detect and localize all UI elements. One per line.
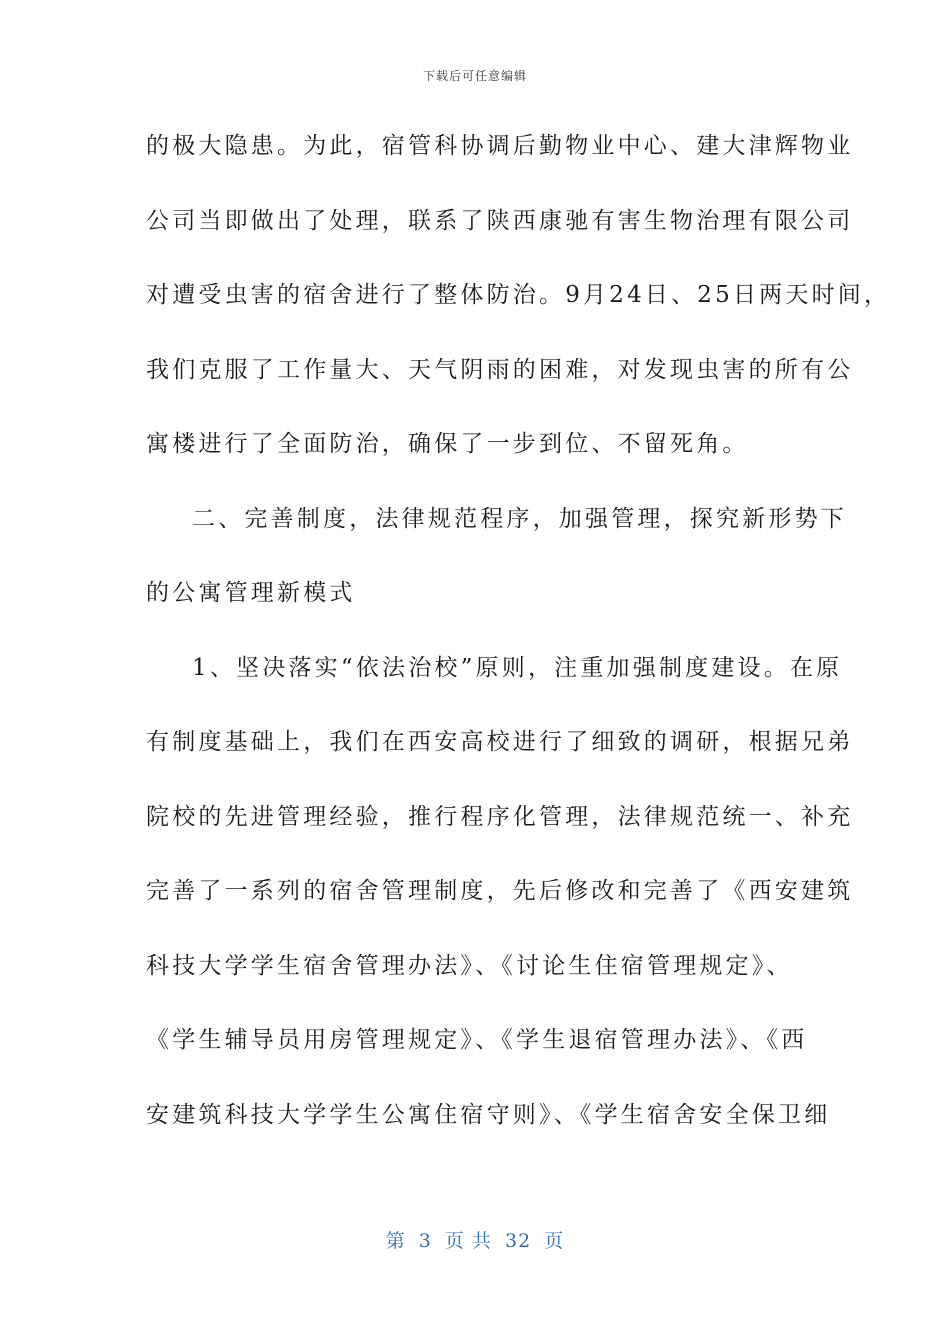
document-body — [146, 120, 891, 1163]
page-number-footer — [0, 1226, 950, 1253]
body-line: 的极大隐患。为此，宿管科协调后勤物业中心、建大津辉物业 — [146, 133, 854, 159]
section-heading-line: 的公寓管理新模式 — [146, 580, 356, 606]
current-page-number: 3 — [418, 1230, 432, 1252]
body-line: 1、坚决落实“依法治校”原则，注重加强制度建设。在原 — [192, 654, 843, 681]
body-line: 我们克服了工作量大、天气阴雨的困难，对发现虫害的所有公 — [146, 356, 854, 383]
page-header-note: 下载后可任意编辑 — [422, 69, 527, 83]
body-line: 院校的先进管理经验，推行程序化管理，法律规范统一、补充 — [146, 803, 854, 830]
body-line: 《学生辅导员用房管理规定》、《学生退宿管理办法》、《西 — [146, 1027, 808, 1053]
section-heading-line: 二、完善制度，法律规范程序，加强管理，探究新形势下 — [192, 505, 847, 532]
footer-prefix: 第 — [385, 1230, 406, 1252]
total-page-count: 32 — [505, 1230, 532, 1252]
body-line: 公司当即做出了处理，联系了陕西康驰有害生物治理有限公司 — [146, 207, 854, 234]
footer-middle: 页 共 — [444, 1230, 492, 1252]
body-line: 对遭受虫害的宿舍进行了整体防治。9月24日、25日两天时间， — [146, 282, 891, 308]
body-line: 安建筑科技大学学生公寓住宿守则》、《学生宿舍安全保卫细 — [146, 1101, 831, 1128]
body-line: 寓楼进行了全面防治，确保了一步到位、不留死角。 — [146, 431, 749, 457]
body-line: 科技大学学生宿舍管理办法》、《讨论生住宿管理规定》、 — [146, 952, 793, 979]
body-line: 完善了一系列的宿舍管理制度，先后修改和完善了《西安建筑 — [146, 878, 854, 904]
footer-suffix: 页 — [544, 1230, 565, 1252]
body-line: 有制度基础上，我们在西安高校进行了细致的调研，根据兄弟 — [146, 729, 854, 755]
